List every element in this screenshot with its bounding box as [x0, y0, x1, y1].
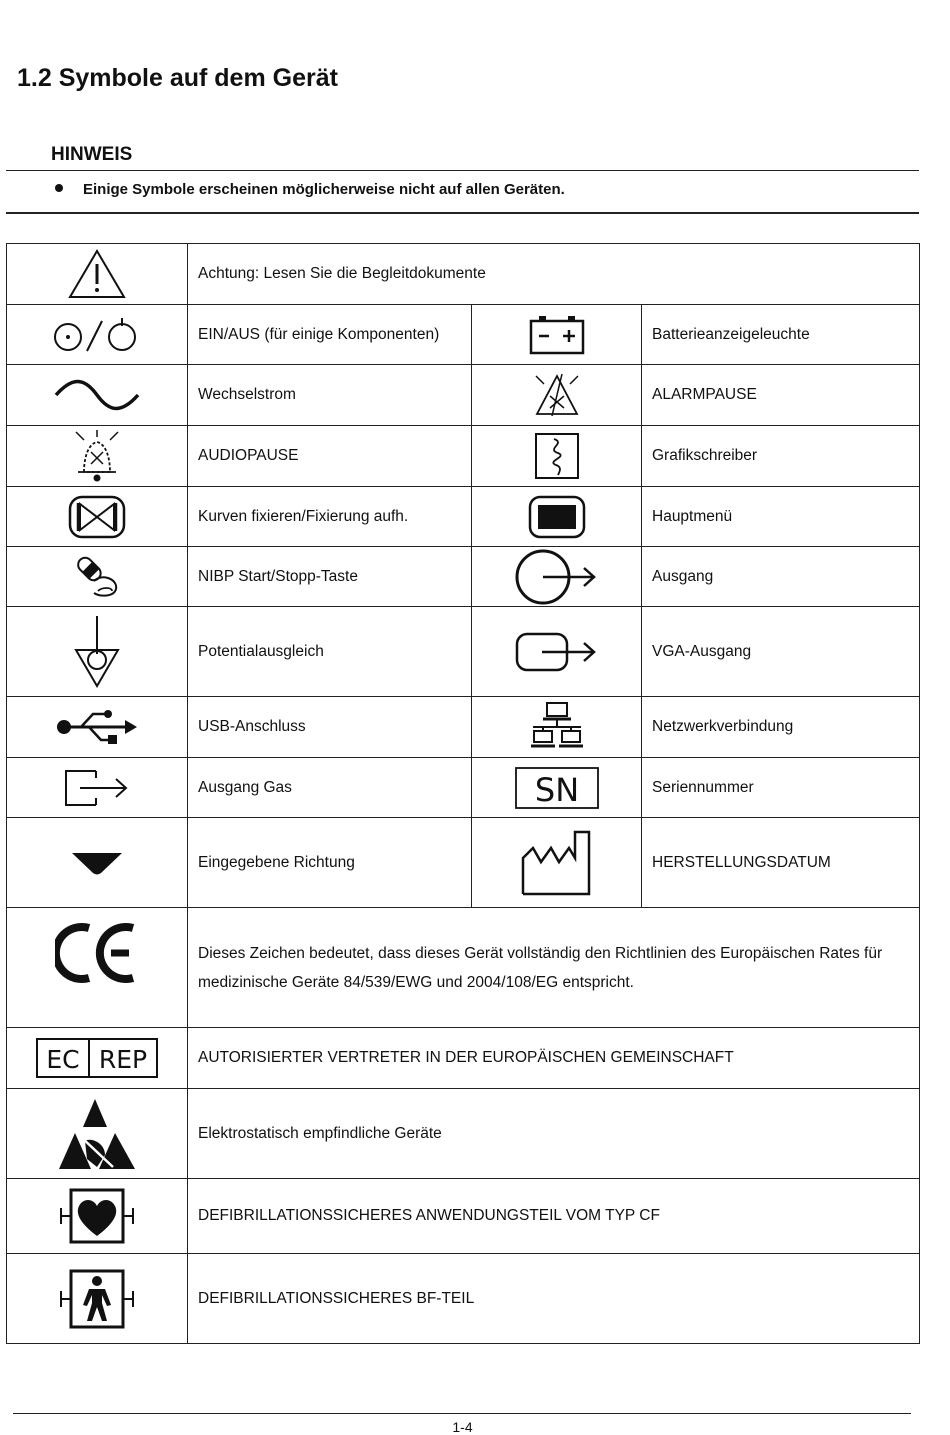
symbol-cell [472, 758, 642, 818]
symbol-cell [7, 607, 188, 697]
audio-pause-icon [70, 428, 124, 484]
main-menu-icon [527, 494, 587, 540]
power-on-off-icon [52, 315, 142, 355]
table-row [7, 426, 920, 487]
bullet-icon [55, 184, 63, 192]
note-top-divider [6, 170, 919, 171]
symbol-cell [7, 547, 188, 607]
network-icon [529, 701, 585, 753]
alternating-current-icon [52, 375, 142, 415]
symbol-description: AUTORISIERTER VERTRETER IN DER EUROPÄISCHEN GEMEINSCHAFT [188, 1028, 920, 1089]
footer-divider [13, 1413, 911, 1414]
symbol-cell [472, 426, 642, 487]
symbol-cell [7, 1028, 188, 1089]
serial-number-icon [514, 766, 600, 810]
table-row [7, 305, 920, 365]
freeze-icon [67, 494, 127, 540]
serial-number-label: SN [534, 770, 579, 809]
ec-label: EC [46, 1045, 80, 1074]
symbol-cell [7, 487, 188, 547]
symbol-description: ALARMPAUSE [642, 365, 920, 426]
symbol-table [6, 243, 920, 1344]
symbol-description: Wechselstrom [188, 365, 472, 426]
symbol-description: Kurven fixieren/Fixierung aufh. [188, 487, 472, 547]
table-row [7, 547, 920, 607]
ec-rep-icon [35, 1037, 159, 1079]
page-number: 1-4 [452, 1419, 473, 1435]
esd-icon [57, 1097, 137, 1171]
symbol-description: NIBP Start/Stopp-Taste [188, 547, 472, 607]
symbol-description: Hauptmenü [642, 487, 920, 547]
table-row [7, 244, 920, 305]
table-row [7, 908, 920, 1028]
symbol-description: Dieses Zeichen bedeutet, dass dieses Gerät vollständig den Richtlinien des Europäischen Rates für medizinische Geräte 84/539/EWG und 2004/108/EG entspricht. [188, 908, 920, 1028]
nibp-icon [72, 553, 122, 601]
symbol-cell [472, 697, 642, 758]
rep-label: REP [98, 1045, 148, 1074]
symbol-cell [7, 758, 188, 818]
symbol-cell [7, 365, 188, 426]
usb-icon [55, 707, 139, 747]
table-row [7, 818, 920, 908]
symbol-cell [7, 1254, 188, 1344]
table-row [7, 1254, 920, 1344]
symbol-description: HERSTELLUNGSDATUM [642, 818, 920, 908]
warning-triangle-icon [67, 248, 127, 300]
alarm-pause-icon [532, 372, 582, 418]
symbol-cell [7, 305, 188, 365]
symbol-description: Elektrostatisch empfindliche Geräte [188, 1089, 920, 1179]
table-row [7, 487, 920, 547]
manufacture-date-icon [519, 828, 595, 898]
defib-cf-icon [55, 1186, 139, 1246]
symbol-cell [472, 547, 642, 607]
gas-output-icon [62, 767, 132, 809]
symbol-cell [472, 305, 642, 365]
battery-icon [527, 314, 587, 356]
symbol-cell [7, 426, 188, 487]
symbol-description: Ausgang Gas [188, 758, 472, 818]
symbol-cell [7, 244, 188, 305]
note-item [55, 181, 565, 198]
symbol-description: Ausgang [642, 547, 920, 607]
table-row [7, 365, 920, 426]
symbol-description: Batterieanzeigeleuchte [642, 305, 920, 365]
table-row [7, 607, 920, 697]
symbol-cell [472, 487, 642, 547]
equipotential-icon [72, 614, 122, 690]
symbol-description: AUDIOPAUSE [188, 426, 472, 487]
table-row [7, 1028, 920, 1089]
ce-mark-icon [55, 922, 139, 984]
symbol-cell [472, 818, 642, 908]
note-text: Einige Symbole erscheinen möglicherweise nicht auf allen Geräten. [83, 181, 565, 198]
symbol-description: VGA-Ausgang [642, 607, 920, 697]
symbol-description: Seriennummer [642, 758, 920, 818]
symbol-description: Achtung: Lesen Sie die Begleitdokumente [188, 244, 920, 305]
symbol-description: Potentialausgleich [188, 607, 472, 697]
input-direction-icon [69, 849, 125, 877]
note-bottom-divider [6, 212, 919, 214]
symbol-cell [472, 607, 642, 697]
symbol-description: DEFIBRILLATIONSSICHERES BF-TEIL [188, 1254, 920, 1344]
output-icon [514, 548, 600, 606]
symbol-cell [7, 1179, 188, 1254]
recorder-icon [532, 431, 582, 481]
symbol-cell [7, 1089, 188, 1179]
defib-bf-icon [55, 1267, 139, 1331]
symbol-description: Netzwerkverbindung [642, 697, 920, 758]
table-row [7, 758, 920, 818]
symbol-description: DEFIBRILLATIONSSICHERES ANWENDUNGSTEIL VOM TYP CF [188, 1179, 920, 1254]
table-row [7, 697, 920, 758]
section-title: 1.2 Symbole auf dem Gerät [17, 64, 338, 92]
symbol-cell [7, 908, 188, 1028]
symbol-description: EIN/AUS (für einige Komponenten) [188, 305, 472, 365]
table-row [7, 1089, 920, 1179]
symbol-cell [472, 365, 642, 426]
symbol-description: Eingegebene Richtung [188, 818, 472, 908]
vga-output-icon [514, 630, 600, 674]
symbol-cell [7, 697, 188, 758]
symbol-cell [7, 818, 188, 908]
symbol-description: Grafikschreiber [642, 426, 920, 487]
note-heading: HINWEIS [51, 144, 133, 165]
symbol-description: USB-Anschluss [188, 697, 472, 758]
table-row [7, 1179, 920, 1254]
